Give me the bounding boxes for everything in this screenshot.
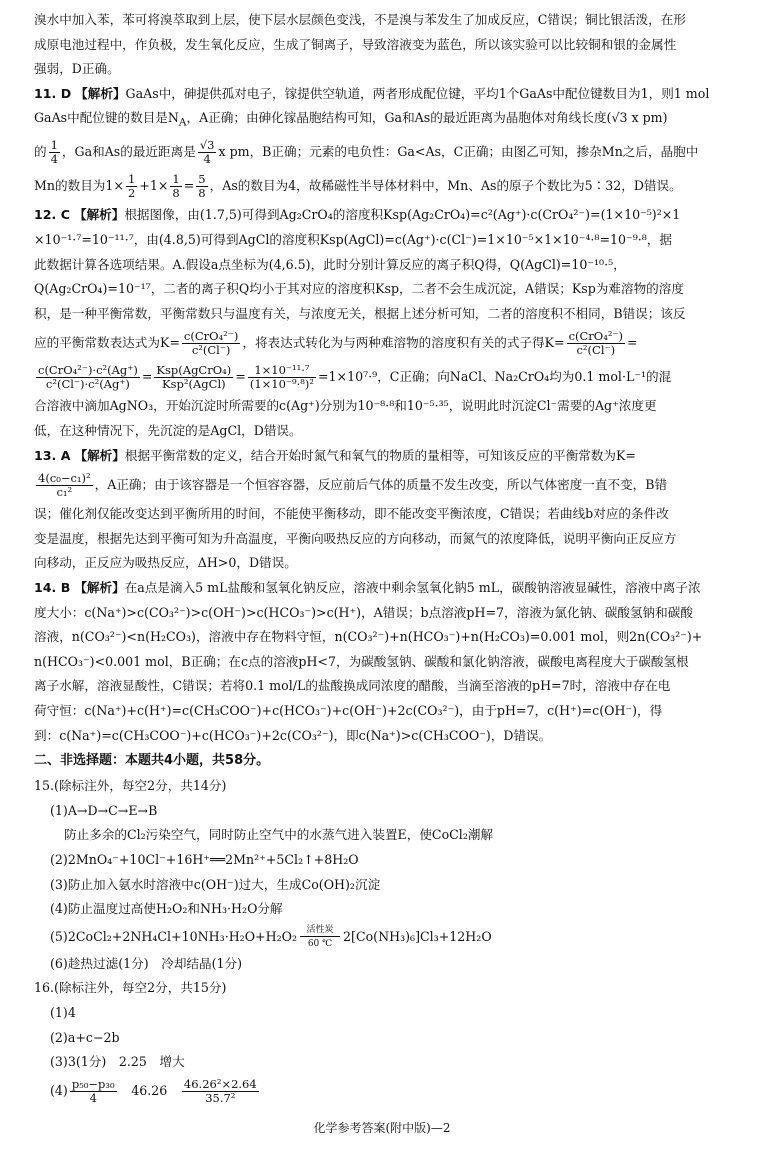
- text-line: [34, 360, 732, 394]
- text-span: 的: [34, 144, 47, 160]
- answer-line: (4)防止温度过高使H₂O₂和NH₃·H₂O分解: [50, 901, 283, 917]
- question-number: 11. D: [34, 85, 72, 101]
- text-span: 根据平衡常数的定义，结合开始时氮气和氧气的物质的量相等，可知该反应的平衡常数为K=: [124, 447, 636, 463]
- text-line: 强弱，D正确。: [34, 61, 120, 77]
- text-line: [34, 468, 732, 502]
- question-number: 13. A: [34, 447, 71, 463]
- numerator: 1: [127, 172, 136, 187]
- condition-bottom: 60 ℃: [307, 939, 333, 950]
- numerator: c(CrO₄²⁻): [568, 329, 623, 344]
- text-span: ，将表达式转化为与两种难溶物的溶度积有关的式子得K=: [242, 335, 565, 351]
- denominator: 4: [89, 1090, 97, 1105]
- answer-line: (6)趁热过滤(1分) 冷却结晶(1分): [50, 955, 243, 971]
- text-span: x pm，B正确；元素的电负性：Ga<As，C正确；由图乙可知，掺杂Mn之后，晶胞中: [218, 144, 699, 160]
- numerator: c(CrO₄²⁻): [183, 329, 239, 344]
- section-heading: 二、非选择题：本题共4小题，共58分。: [34, 753, 270, 769]
- text-line: 度大小：c(Na⁺)>c(CO₃²⁻)>c(OH⁻)>c(HCO₃⁻)>c(H⁺)，A错误；b点溶液pH=7，溶液为氯化钠、碳酸氢钠和碳酸: [34, 604, 693, 620]
- text-line: 成原电池过程中，作负极，发生氧化反应，生成了铜离子，导致溶液变为蓝色，所以该实验可以比较铜和银的金属性: [34, 36, 677, 52]
- answer-line: (2)2MnO₄⁻+10Cl⁻+16H⁺══2Mn²⁺+5Cl₂↑+8H₂O: [50, 851, 359, 867]
- text-line: Q(Ag₂CrO₄)=10⁻¹⁷，二者的离子积Q均小于其对应的溶度积Ksp，二者不会生成沉淀，A错误；Ksp为难溶物的溶度: [34, 281, 684, 297]
- numerator: 46.26²×2.64: [183, 1076, 257, 1091]
- denominator: 8: [198, 186, 206, 201]
- text-span: ，As的数目为4，故稀磁性半导体材料中，Mn、As的原子个数比为5∶32，D错误。: [209, 178, 682, 194]
- text-span: 根据图像，由(1.7,5)可得到Ag₂CrO₄的溶度积Ksp(Ag₂CrO₄)=c²(Ag⁺)·c(CrO₄²⁻)=(1×10⁻⁵)²×1: [124, 207, 681, 223]
- text-span: (5)2CoCl₂+2NH₄Cl+10NH₃·H₂O+H₂O₂: [50, 928, 298, 944]
- fraction: [182, 330, 240, 357]
- numerator: √3: [199, 138, 215, 153]
- subscript: A: [178, 116, 187, 129]
- text-line: [34, 169, 732, 203]
- text-span: ，A正确；由于该容器是一个恒容容器，反应前后气体的质量不发生改变，所以气体密度一直不变，B错: [94, 477, 668, 493]
- denominator: c²(Cl⁻): [191, 343, 231, 358]
- fraction: [36, 472, 93, 499]
- reaction-condition: [300, 925, 340, 949]
- text-line: 此数据计算各选项结果。A.假设a点坐标为(4,6.5)，此时分别计算反应的离子积Q得，Q(AgCl)=10⁻¹⁰·⁵，: [34, 256, 626, 272]
- fraction: [248, 364, 316, 391]
- text-span: =: [627, 335, 638, 351]
- text-line: [34, 106, 732, 135]
- text-line: 向移动，正反应为吸热反应，ΔH>0，D错误。: [34, 555, 297, 571]
- question-number: 14. B: [34, 580, 71, 596]
- analysis-tag: 【解析】: [74, 447, 125, 463]
- answer-line: (3)3(1分) 2.25 增大: [50, 1054, 185, 1070]
- text-span: ，Ga和As的最近距离是: [61, 144, 196, 160]
- answer-line: 防止多余的Cl₂污染空气，同时防止空气中的水蒸气进入装置E，使CoCl₂潮解: [64, 827, 494, 843]
- text-span: =: [141, 369, 153, 385]
- fraction: [70, 1078, 117, 1105]
- denominator: c²(Cl⁻)·c²(Ag⁺): [45, 377, 130, 392]
- denominator: (1×10⁻⁹·⁸)²: [249, 377, 314, 392]
- text-span: 46.26: [118, 1082, 180, 1098]
- text-line: n(HCO₃⁻)<0.001 mol，B正确；在c点的溶液pH<7，为碳酸氢钠、碳酸和氯化钠溶液，碳酸电离程度大于碳酸氢根: [34, 653, 689, 669]
- question-14-line: [34, 576, 732, 601]
- text-line: [34, 8, 732, 33]
- numerator: 1: [172, 172, 180, 187]
- denominator: 2: [127, 186, 136, 201]
- text-line: 溶液，n(CO₃²⁻)<n(H₂CO₃)，溶液中存在物料守恒，n(CO₃²⁻)+n(HCO₃⁻)+n(H₂CO₃)=0.001 mol，则2n(CO₃²⁻)+: [34, 629, 703, 645]
- fraction: [196, 173, 207, 200]
- analysis-tag: 【解析】: [75, 85, 126, 101]
- question-13-line: [34, 444, 732, 469]
- text-span: (4): [50, 1082, 68, 1098]
- denominator: Ksp²(AgCl): [162, 377, 226, 392]
- question-12-line: [34, 203, 732, 228]
- fraction: [170, 173, 181, 200]
- fraction: [126, 173, 137, 200]
- answer-line: (1)A→D→C→E→B: [50, 802, 158, 818]
- text-span: =: [235, 369, 246, 385]
- text-span: 应的平衡常数表达式为K=: [34, 335, 180, 351]
- text-span: ，A正确；由砷化镓晶胞结构可知，Ga和As的最近距离为晶胞体对角线长度(√3 x pm): [186, 110, 668, 126]
- numerator: Ksp(AgCrO₄): [156, 363, 232, 378]
- numerator: c(CrO₄²⁻)·c²(Ag⁺): [38, 363, 138, 378]
- denominator: 8: [172, 186, 180, 201]
- reaction-arrow: [300, 936, 340, 938]
- condition-top: 活性炭: [306, 925, 334, 936]
- denominator: c²(Cl⁻): [576, 343, 616, 358]
- text-line: 荷守恒：c(Na⁺)+c(H⁺)=c(CH₃COO⁻)+c(HCO₃⁻)+c(OH⁻)+2c(CO₃²⁻)，由于pH=7，c(H⁺)=c(OH⁻)，得: [34, 702, 663, 718]
- denominator: 35.7²: [205, 1090, 236, 1105]
- denominator: 4: [50, 152, 58, 167]
- numerator: 1: [50, 138, 58, 153]
- fraction: [198, 139, 217, 166]
- answer-line: (1)4: [50, 1004, 76, 1020]
- text-line: 到：c(Na⁺)=c(CH₃COO⁻)+c(HCO₃⁻)+2c(CO₃²⁻)，即c(Na⁺)>c(CH₃COO⁻)，D错误。: [34, 727, 552, 743]
- page-footer: 化学参考答案(附中版)—2: [313, 1121, 451, 1135]
- text-line: [34, 326, 732, 360]
- text-line: 误；催化剂仅能改变达到平衡所用的时间，不能使平衡移动，即不能改变平衡浓度，C错误；若曲线b对应的条件改: [34, 506, 669, 522]
- text-line: 积，是一种平衡常数，平衡常数只与温度有关，与浓度无关，根据上述分析可知，二者的溶度积不相同，B错误；该反: [34, 305, 686, 321]
- answer-line: (3)防止加入氨水时溶液中c(OH⁻)过大，生成Co(OH)₂沉淀: [50, 876, 381, 892]
- text-line: 变是温度，根据先达到平衡可知为升高温度，平衡向吸热反应的方向移动，而氮气的浓度降低，说明平衡向正反应方: [34, 530, 677, 546]
- numerator: 5: [198, 172, 206, 187]
- text-line: 低，在这种情况下，先沉淀的是AgCl，D错误。: [34, 423, 302, 439]
- fraction: [49, 139, 60, 166]
- text-line: [34, 135, 732, 169]
- analysis-tag: 【解析】: [73, 207, 125, 223]
- question-16-heading: 16.(除标注外，每空2分，共15分): [34, 980, 227, 996]
- text-span: Mn的数目为1×: [34, 178, 124, 194]
- text-span: =: [183, 178, 195, 194]
- denominator: 4: [203, 152, 211, 167]
- text-line: 合溶液中滴加AgNO₃，开始沉淀时所需要的c(Ag⁺)分别为10⁻⁸·⁸和10⁻⁵·³⁵，说明此时沉淀Cl⁻需要的Ag⁺浓度更: [34, 398, 657, 414]
- numerator: p₅₀−p₃₀: [71, 1076, 115, 1091]
- text-span: GaAs中配位键的数目是N: [34, 110, 179, 126]
- numerator: 4(c₀−c₁)²: [38, 471, 91, 486]
- analysis-tag: 【解析】: [74, 580, 125, 596]
- text-span: GaAs中，砷提供孤对电子，镓提供空轨道，两者形成配位键，平均1个GaAs中配位键数目为1，则1 mol: [125, 85, 710, 101]
- fraction: [567, 330, 625, 357]
- answer-line: [50, 922, 732, 952]
- fraction: [154, 364, 233, 391]
- text-span: 在a点是滴入5 mL盐酸和氢氧化钠反应，溶液中剩余氢氧化钠5 mL，碳酸钠溶液显碱性，溶液中离子浓: [124, 580, 701, 596]
- question-15-heading: 15.(除标注外，每空2分，共14分): [34, 778, 227, 794]
- text-span: 溴水中加入苯，苯可将溴萃取到上层，使下层水层颜色变浅，不是溴与苯发生了加成反应，C错误；铜比银活泼，在形: [34, 12, 686, 27]
- text-line: 离子水解，溶液显酸性，C错误；若将0.1 mol/L的盐酸换成同浓度的醋酸，当滴至溶液的pH=7时，溶液中存在电: [34, 678, 671, 694]
- fraction: [182, 1078, 259, 1105]
- text-span: =1×10⁷·⁹，C正确；向NaCl、Na₂CrO₄均为0.1 mol·L⁻¹的混: [317, 369, 672, 385]
- denominator: c₁²: [56, 485, 73, 500]
- text-span: +1×: [139, 178, 169, 194]
- question-11-line: [34, 82, 732, 107]
- text-span: 2[Co(NH₃)₆]Cl₃+12H₂O: [343, 928, 492, 944]
- numerator: 1×10⁻¹¹·⁷: [248, 364, 316, 378]
- fraction: [36, 364, 140, 391]
- question-number: 12. C: [34, 207, 70, 223]
- text-line: ×10⁻¹·⁷=10⁻¹¹·⁷，由(4.8,5)可得到AgCl的溶度积Ksp(AgCl)=c(Ag⁺)·c(Cl⁻)=1×10⁻⁵×1×10⁻⁴·⁸=10⁻⁹·⁸，据: [34, 232, 672, 248]
- answer-line: (2)a+c−2b: [50, 1029, 120, 1045]
- answer-line: [50, 1075, 732, 1107]
